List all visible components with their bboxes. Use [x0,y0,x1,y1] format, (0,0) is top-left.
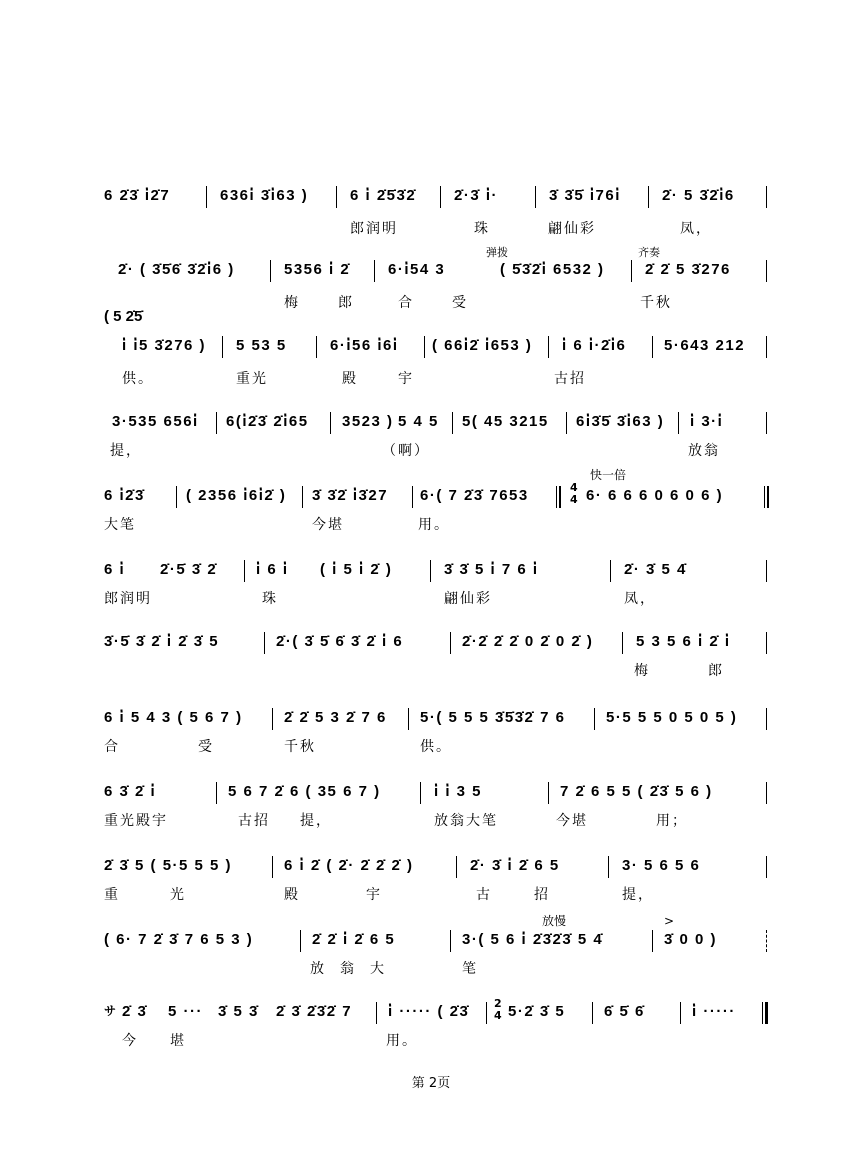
measure: ( 2356 i̇6i̇2̇ ) [186,487,287,504]
barline [766,186,767,208]
measure: 6 i̇2̇3̇ [104,487,145,504]
measure: 2̇ 3̇ [122,1003,148,1020]
measure: 5 ··· [168,1003,203,1020]
measure: 2̇ 2̇ i̇ 2̇ 6 5 [312,931,396,948]
barline [766,412,767,434]
measure: 5 3 5 6 i̇ 2̇ i̇ [636,633,731,650]
free-meter-mark: サ [104,1004,117,1018]
measure: ( 6· 7 2̇ 3̇ 7 6 5 3 ) [104,931,254,948]
tempo-mark: 放慢 [542,914,567,928]
measure: i̇ ····· ( 2̇3̇ [388,1003,470,1020]
barline [648,186,649,208]
measure: 3̇ 5 3̇ [218,1003,259,1020]
instrument-mark: 齐奏 [638,246,660,259]
barline [420,782,421,804]
barline [440,186,441,208]
final-barline-thick [765,1002,768,1024]
lyric: 大 [370,961,386,977]
barline [222,336,223,358]
lyric: 提， [300,813,332,829]
barline [566,412,567,434]
lyric: 供。 [122,371,154,387]
barline [300,930,301,952]
measure: ( i̇ 5 i̇ 2̇ ) [320,561,393,578]
barline [270,260,271,282]
measure: 6 i̇ 5 4 3 ( 5 6 7 ) [104,709,243,726]
lyric: 翁 [340,961,356,977]
measure: 2̇·( 3̇ 5̇ 6̇ 3̇ 2̇ i̇ 6 [276,633,404,650]
barline [376,1002,377,1024]
measure: 3̇ 3̇ 5 i̇ 7 6 i̇ [444,561,539,578]
lyric: 古 [476,887,492,903]
lyric: 用。 [418,517,450,533]
lyric: 凤， [680,221,712,237]
lyric: 郎润明 [350,221,398,237]
barline [424,336,425,358]
measure: 2̇ 3̇ 5 ( 5·5 5 5 ) [104,857,233,874]
lyric: 殿 [284,887,300,903]
barline [302,486,303,508]
measure: i̇ i̇5 3̇276 ) [122,337,207,354]
dashed-barline [766,930,768,952]
time-signature-bottom: 4 [494,1009,502,1022]
lyric: 供。 [420,739,452,755]
barline [176,486,177,508]
lyric: 今 [122,1033,138,1049]
measure: 6·i̇54 3 [388,261,446,278]
barline [408,708,409,730]
measure: i̇ 3·i̇ [690,413,724,430]
lyric: 千秋 [640,295,672,311]
lyric: 受 [452,295,468,311]
lyric: 放翁大笔 [434,813,498,829]
barline [631,260,632,282]
barline [652,930,653,952]
measure: 2̇· 3̇ i̇ 2̇ 6 5 [470,857,560,874]
measure: 2̇· 5 3̇2̇i̇6 [662,187,735,204]
measure: 2̇ 2̇ 5 3̇276 [645,261,731,278]
barline [336,186,337,208]
barline [610,560,611,582]
barline [316,336,317,358]
barline [450,632,451,654]
barline [206,186,207,208]
barline [766,856,767,878]
measure: i̇ i̇ 3 5 [434,783,483,800]
lyric: 郎润明 [104,591,152,607]
barline [452,412,453,434]
measure: 2̇ 3̇ 2̇3̇2̇ 7 [276,1003,353,1020]
lyric: 今堪 [556,813,588,829]
measure: 3·535 656i̇ [112,413,199,430]
measure: 5 6 7 2̇ 6 ( 35 6 7 ) [228,783,381,800]
lyric: 翩仙彩 [548,221,596,237]
time-signature-bottom: 4 [570,493,578,506]
measure: ( 66i̇2̇ i̇653 ) [432,337,533,354]
measure: 5·2̇ 3̇ 5 [508,1003,566,1020]
barline [456,856,457,878]
barline [766,708,767,730]
lyric: 合 [398,295,414,311]
lyric: 大笔 [104,517,136,533]
measure: 636i̇ 3̇i̇63 ) [220,187,309,204]
pickup-notes: ( 5 2̇5̇ [104,308,143,325]
measure: 5( 45 3215 [462,413,549,430]
measure: 5·5 5 5 0 5 0 5 ) [606,709,738,726]
lyric: 提， [622,887,654,903]
lyric: 翩仙彩 [444,591,492,607]
measure: 6 i̇ 2̇5̇3̇2̇ [350,187,417,204]
measure: ( 5̇3̇2̇i̇ 6532 ) [500,261,605,278]
lyric: 重光殿宇 [104,813,168,829]
barline [264,632,265,654]
barline [535,186,536,208]
measure: 3· 5 6 5 6 [622,857,701,874]
measure: 3̇ 3̇5̇ i̇76i̇ [549,187,621,204]
barline [766,632,767,654]
measure: 2̇·3̇ i̇· [454,187,499,204]
lyric: 珠 [474,221,490,237]
barline [450,930,451,952]
barline [548,336,549,358]
measure: 3̇ 0 0 ) [664,931,718,948]
barline [244,560,245,582]
lyric: 古招 [238,813,270,829]
barline [680,1002,681,1024]
measure: 6 2̇3̇ i̇2̇7 [104,187,171,204]
barline [608,856,609,878]
accent-mark: > [664,914,675,928]
measure: 5356 i̇ 2̇ [284,261,351,278]
end-repeat-barline-thick [767,486,769,508]
measure: 6 3̇ 2̇ i̇ [104,783,157,800]
lyric: 放翁 [688,443,720,459]
lyric: 宇 [398,371,414,387]
barline [622,632,623,654]
end-repeat-barline [764,486,765,508]
measure: 3̇ 3̇2̇ i̇3̇27 [312,487,389,504]
measure: 5 53 5 [236,337,287,354]
repeat-barline-thick [559,486,561,508]
measure: 7 2̇ 6 5 5 ( 2̇3̇ 5 6 ) [560,783,713,800]
lyric: 郎 [338,295,354,311]
barline [330,412,331,434]
barline [766,260,767,282]
tempo-mark: 快一倍 [590,468,627,482]
measure: 6·i̇56 i̇6i̇ [330,337,399,354]
barline [594,708,595,730]
lyric: 梅 [634,663,650,679]
lyric: 梅 [284,295,300,311]
barline [766,782,767,804]
measure: 3̇·5̇ 3̇ 2̇ i̇ 2̇ 3̇ 5 [104,633,220,650]
lyric: 放 [310,961,326,977]
lyric: 提， [110,443,142,459]
lyric: 千秋 [284,739,316,755]
barline [412,486,413,508]
lyric: （啊） [382,443,430,459]
measure: 2̇· 3̇ 5 4̇ [624,561,687,578]
lyric: 招 [534,887,550,903]
measure: i̇ 6 i̇·2̇i̇6 [562,337,627,354]
lyric: 笔 [462,961,478,977]
time-signature-top: 2 [494,997,502,1010]
repeat-barline [556,486,557,508]
measure: 2̇ 2̇ 5 3 2̇ 7 6 [284,709,387,726]
barline [216,782,217,804]
time-signature-top: 4 [570,481,578,494]
lyric: 古招 [554,371,586,387]
measure: 5·643 212 [664,337,746,354]
barline [678,412,679,434]
lyric: 受 [198,739,214,755]
lyric: 珠 [262,591,278,607]
barline [652,336,653,358]
lyric: 今堪 [312,517,344,533]
measure: 2̇·2̇ 2̇ 2̇ 0 2̇ 0 2̇ ) [462,633,594,650]
barline [766,560,767,582]
lyric: 重光 [236,371,268,387]
lyric: 宇 [366,887,382,903]
lyric: 殿 [342,371,358,387]
measure: 6 i̇ 2̇ ( 2̇· 2̇ 2̇ 2̇ ) [284,857,414,874]
measure: 6·( 7 2̇3̇ 7653 [420,487,529,504]
lyric: 用； [656,813,688,829]
measure: i̇ 6 i̇ [256,561,289,578]
barline [374,260,375,282]
lyric: 重 [104,887,120,903]
barline [430,560,431,582]
instrument-mark: 弹拨 [486,246,508,259]
barline [216,412,217,434]
lyric: 光 [170,887,186,903]
measure: 6(i̇2̇3̇ 2̇i̇65 [226,413,309,430]
measure: 6 i̇ [104,561,126,578]
measure: 2̇· ( 3̇5̇6̇ 3̇2̇i̇6 ) [118,261,235,278]
final-barline-thin [762,1002,763,1024]
lyric: 堪 [170,1033,186,1049]
lyric: 用。 [386,1033,418,1049]
barline [592,1002,593,1024]
measure: 2̇·5̇ 3̇ 2̇ [160,561,218,578]
lyric: 郎 [708,663,724,679]
measure: 3·( 5 6 i̇ 2̇3̇2̇3̇ 5 4̇ [462,931,604,948]
measure: i̇ ····· [692,1003,736,1020]
barline [766,336,767,358]
measure: 3523 ) [342,413,394,430]
measure: 5 4 5 [398,413,439,430]
barline [548,782,549,804]
barline [272,856,273,878]
measure: 6̇ 5̇ 6̇ [604,1003,645,1020]
lyric: 凤， [624,591,656,607]
barline [272,708,273,730]
measure: 6i̇3̇5̇ 3̇i̇63 ) [576,413,665,430]
page-number: 第 2页 [411,1076,451,1091]
lyric: 合 [104,739,120,755]
measure: 5·( 5 5 5 3̇5̇3̇2̇ 7 6 [420,709,566,726]
barline [486,1002,487,1024]
measure: 6· 6 6 6 0 6 0 6 ) [586,487,724,504]
